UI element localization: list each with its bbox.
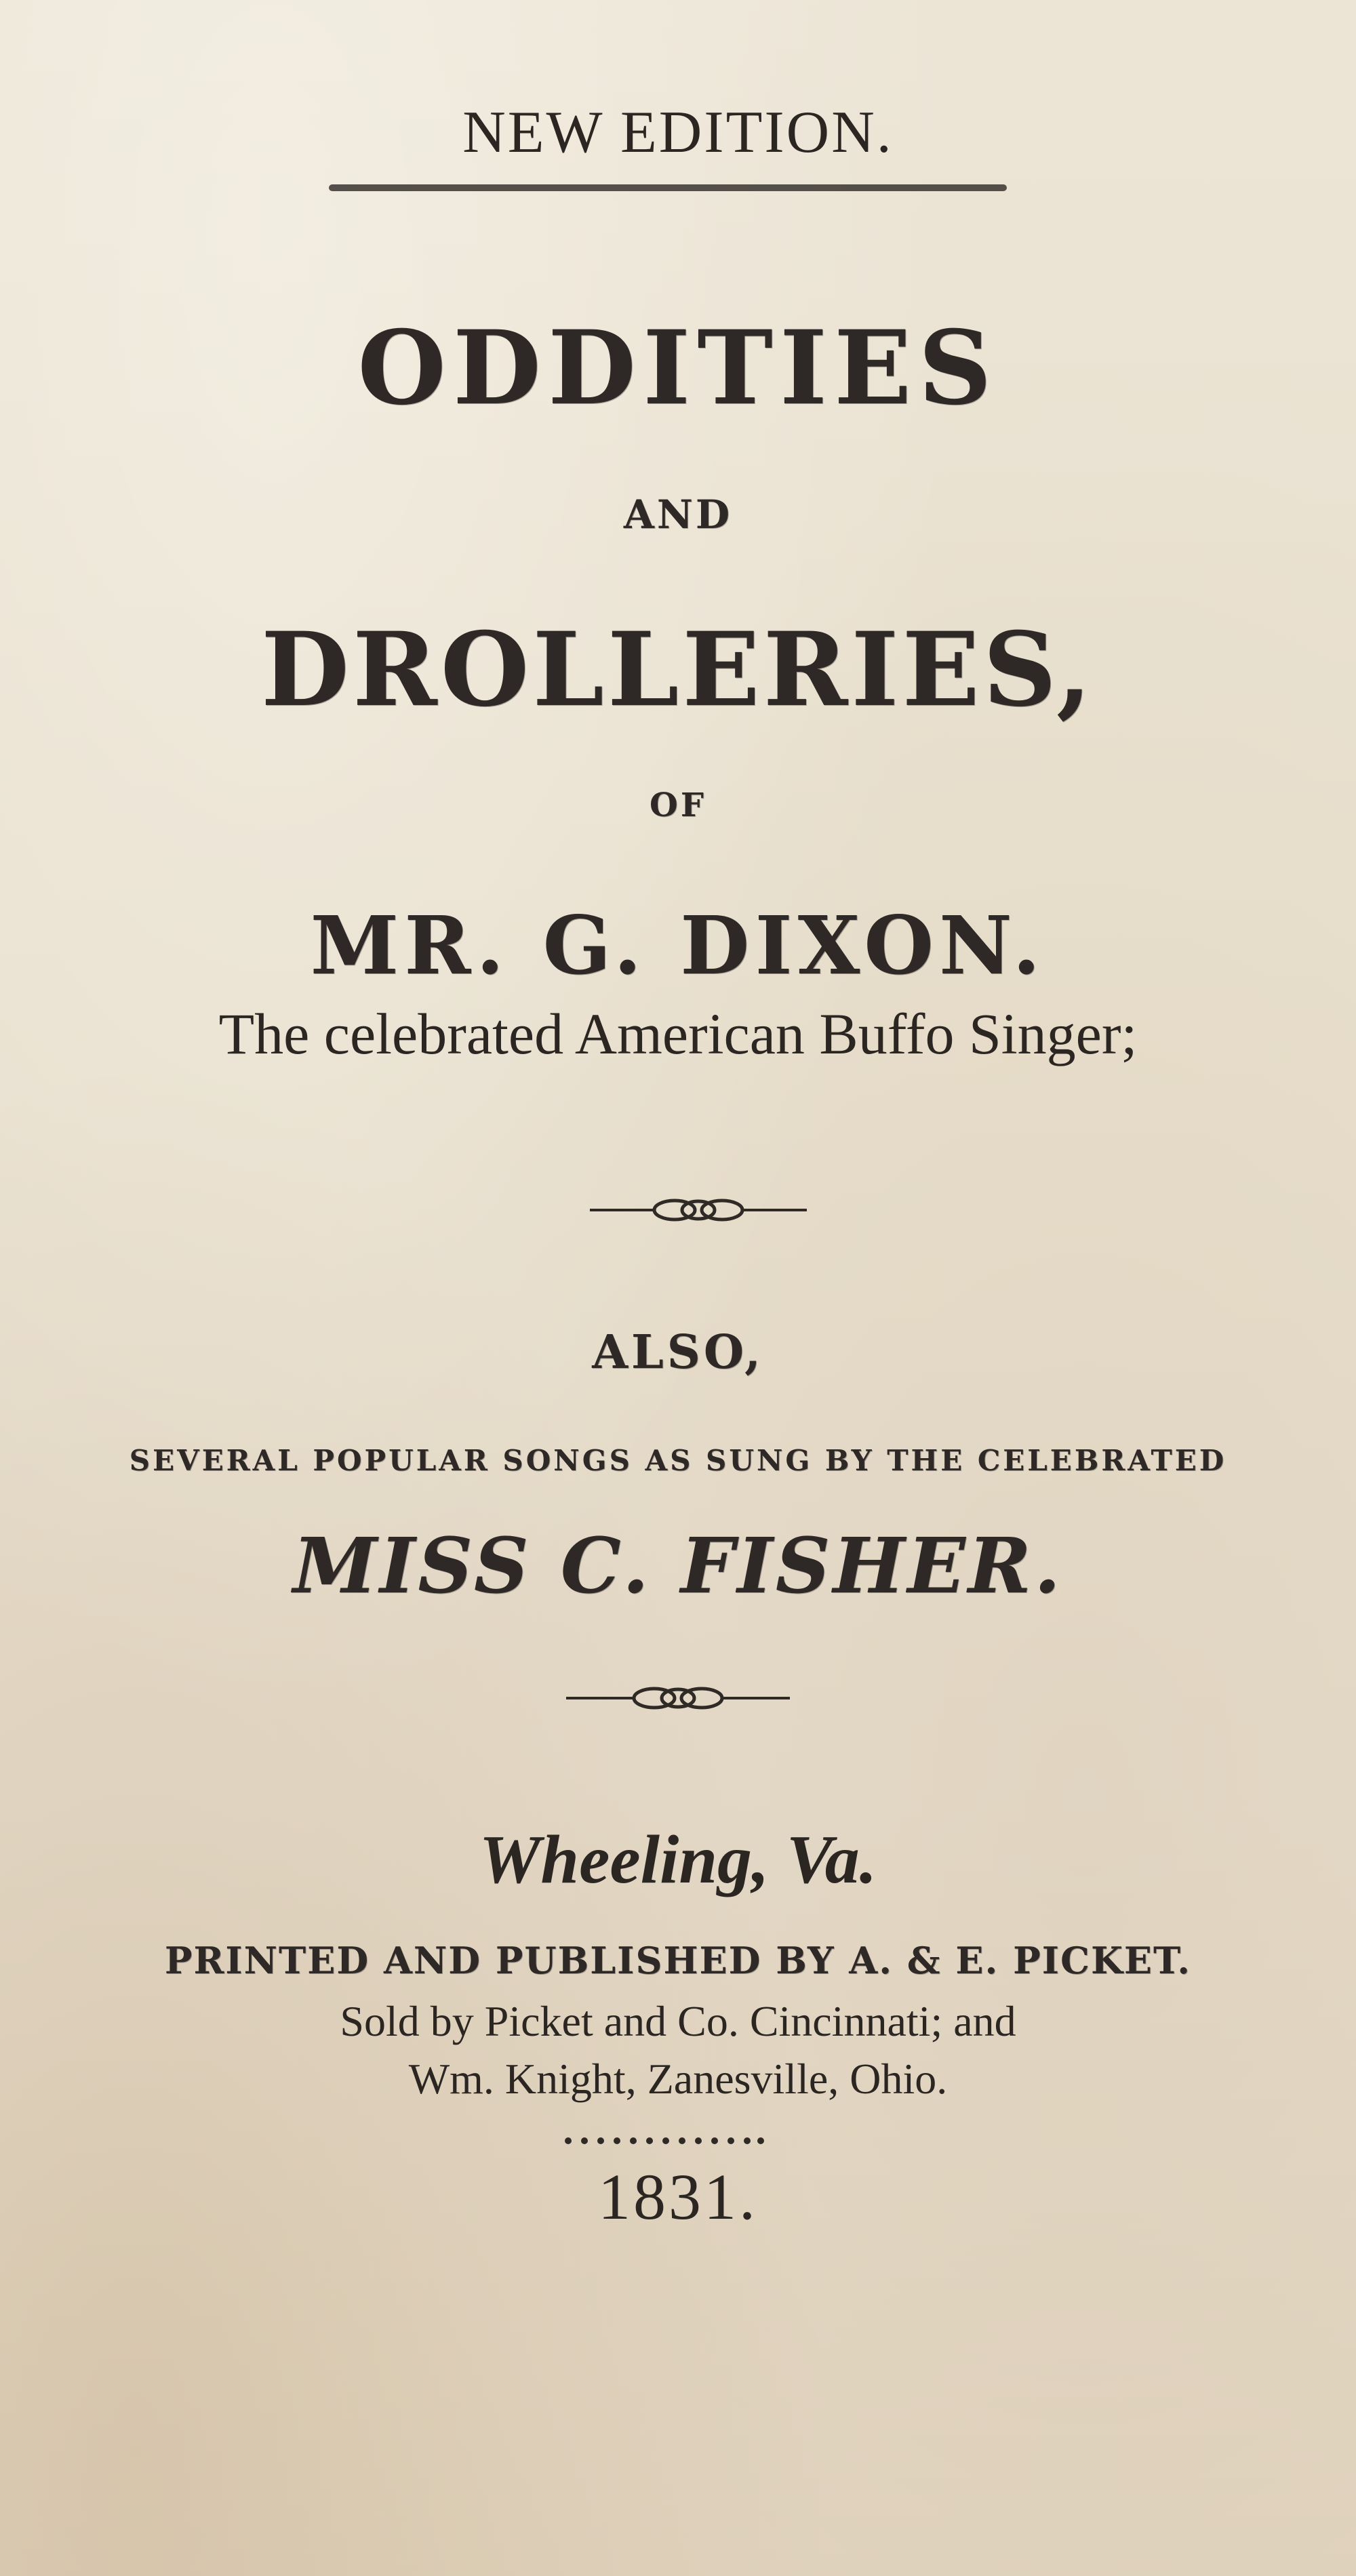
dotted-divider bbox=[563, 2135, 766, 2146]
songs-line: SEVERAL POPULAR SONGS AS SUNG BY THE CELEBRATED bbox=[129, 1444, 1227, 1477]
knot-ornament-icon bbox=[590, 1190, 807, 1230]
knot-ornament-icon bbox=[566, 1678, 790, 1718]
title-line-1: ODDITIES bbox=[357, 308, 999, 428]
also-word: ALSO, bbox=[592, 1325, 764, 1380]
conjunction-word: AND bbox=[623, 491, 733, 538]
place-of-publication: Wheeling, Va. bbox=[479, 1822, 877, 1898]
publication-year: 1831. bbox=[598, 2160, 758, 2233]
title-line-2: DROLLERIES, bbox=[260, 610, 1096, 729]
performer-name: MR. G. DIXON. bbox=[310, 898, 1046, 992]
edition-heading: NEW EDITION. bbox=[462, 100, 894, 165]
printer-line: PRINTED AND PUBLISHED BY A. & E. PICKET. bbox=[164, 1939, 1192, 1982]
seller-line-2: Wm. Knight, Zanesville, Ohio. bbox=[408, 2055, 948, 2103]
featured-singer-name: MISS C. FISHER. bbox=[293, 1522, 1063, 1611]
preposition-word: OF bbox=[650, 786, 706, 824]
performer-description: The celebrated American Buffo Singer; bbox=[218, 1001, 1138, 1066]
seller-line-1: Sold by Picket and Co. Cincinnati; and bbox=[340, 1997, 1016, 2045]
edition-rule bbox=[329, 184, 1007, 191]
